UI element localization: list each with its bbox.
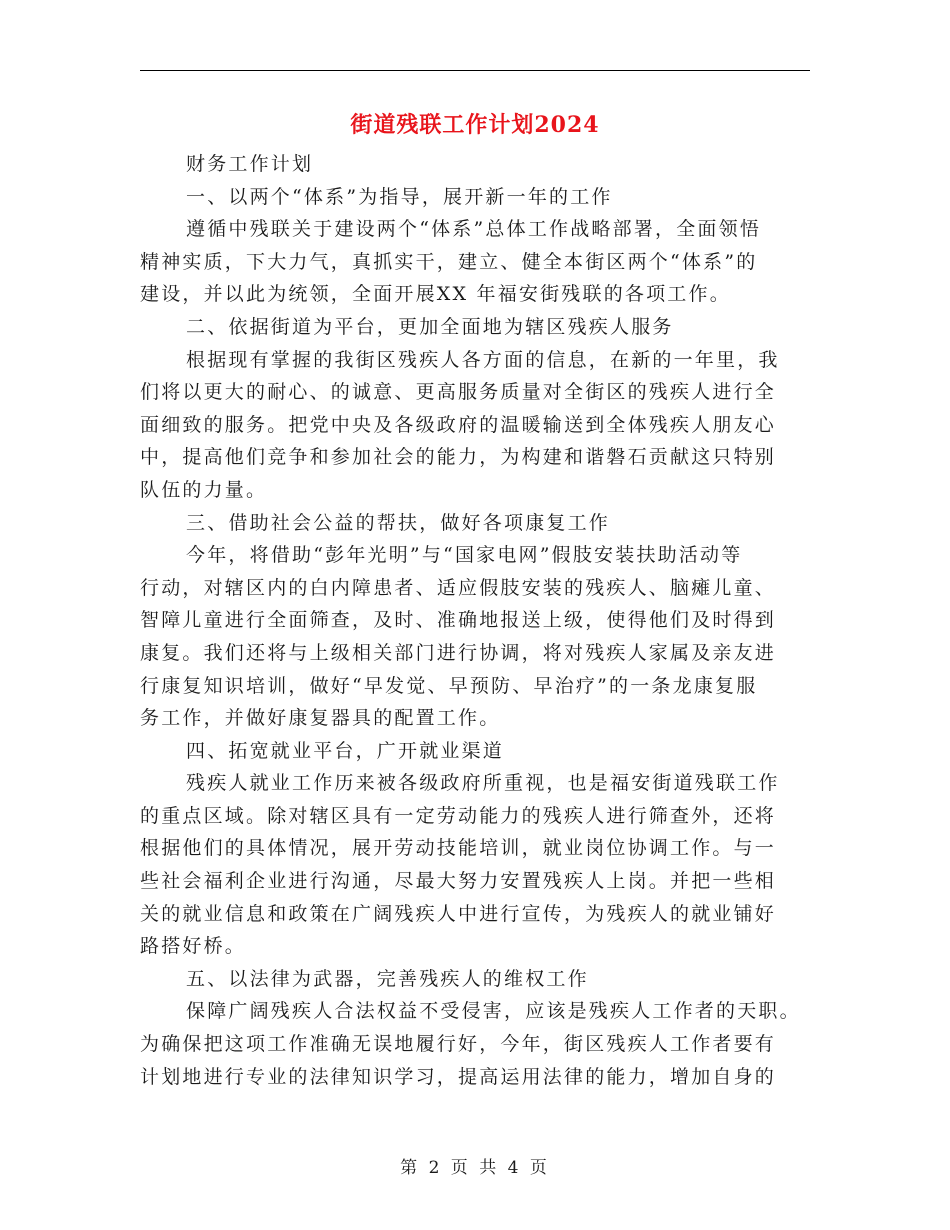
body-line: 的重点区域。除对辖区具有一定劳动能力的残疾人进行筛查外，还将 (140, 804, 777, 827)
body-line: 三、借助社会公益的帮扶，做好各项康复工作 (186, 511, 611, 534)
body-line: 今年，将借助“彭年光明”与“国家电网”假肢安装扶助活动等 (186, 544, 743, 567)
document-title: 街道残联工作计划2024 (350, 112, 600, 138)
body-line: 为确保把这项工作准确无误地履行好，今年，街区残疾人工作者要有 (140, 1033, 777, 1056)
body-line: 务工作，并做好康复器具的配置工作。 (140, 707, 501, 730)
body-line: 精神实质，下大力气，真抓实干，建立、健全本街区两个“体系”的 (140, 250, 758, 273)
body-line: 智障儿童进行全面筛查，及时、准确地报送上级，使得他们及时得到 (140, 609, 777, 632)
body-line: 根据他们的具体情况，展开劳动技能培训，就业岗位协调工作。与一 (140, 837, 777, 860)
body-line: 保障广阔残疾人合法权益不受侵害，应该是残疾人工作者的天职。 (186, 1000, 801, 1023)
body-line: 些社会福利企业进行沟通，尽最大努力安置残疾人上岗。并把一些相 (140, 870, 777, 893)
body-line: 队伍的力量。 (140, 478, 268, 501)
body-line: 二、依据街道为平台，更加全面地为辖区残疾人服务 (186, 315, 674, 338)
body-line: 残疾人就业工作历来被各级政府所重视，也是福安街道残联工作 (186, 772, 780, 795)
body-line: 们将以更大的耐心、的诚意、更高服务质量对全街区的残疾人进行全 (140, 381, 777, 404)
body-line: 建设，并以此为统领，全面开展XX 年福安街残联的各项工作。 (140, 283, 731, 306)
body-line: 根据现有掌握的我街区残疾人各方面的信息，在新的一年里，我 (186, 348, 780, 371)
document-body (140, 148, 810, 1093)
body-line: 行康复知识培训，做好“早发觉、早预防、早治疗”的一条龙康复服 (140, 674, 758, 697)
body-line: 一、以两个“体系”为指导，展开新一年的工作 (186, 185, 613, 208)
body-line: 康复。我们还将与上级相关部门进行协调，将对残疾人家属及亲友进 (140, 641, 777, 664)
body-line: 行动，对辖区内的白内障患者、适应假肢安装的残疾人、脑瘫儿童、 (140, 576, 777, 599)
body-line: 遵循中残联关于建设两个“体系”总体工作战略部署，全面领悟 (186, 218, 762, 241)
body-line: 中，提高他们竞争和参加社会的能力，为构建和谐磐石贡献这只特别 (140, 446, 777, 469)
body-line: 关的就业信息和政策在广阔残疾人中进行宣传，为残疾人的就业铺好 (140, 902, 777, 925)
body-line: 路搭好桥。 (140, 935, 247, 958)
body-line: 计划地进行专业的法律知识学习，提高运用法律的能力，增加自身的 (140, 1065, 777, 1088)
body-line: 面细致的服务。把党中央及各级政府的温暖输送到全体残疾人朋友心 (140, 413, 777, 436)
body-line: 五、以法律为武器，完善残疾人的维权工作 (186, 967, 589, 990)
page-footer: 第 2 页 共 4 页 (400, 1158, 550, 1178)
body-line: 财务工作计划 (186, 153, 314, 175)
header-rule (140, 70, 810, 71)
body-line: 四、拓宽就业平台，广开就业渠道 (186, 739, 505, 762)
